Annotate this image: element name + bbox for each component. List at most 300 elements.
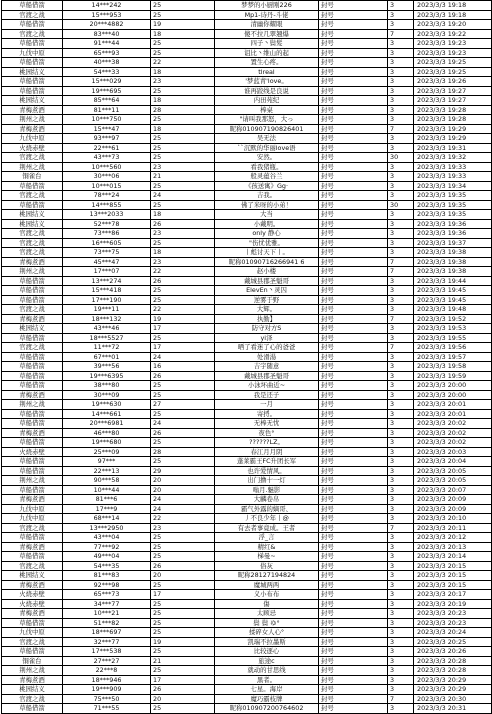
account-cell: 49***04 (63, 552, 151, 562)
account-cell: 77***92 (63, 542, 151, 552)
time-cell: 2023/3/3 19:29 (414, 124, 492, 134)
level-cell: 25 (151, 238, 215, 248)
account-cell: 18***5527 (63, 333, 151, 343)
count-cell: 3 (388, 704, 414, 714)
action-cell: 封号 (319, 257, 388, 267)
action-cell: 封号 (319, 362, 388, 372)
server-name-cell: 青梅煮酒 (2, 675, 63, 685)
level-cell: 26 (151, 371, 215, 381)
table-row (2, 1, 492, 11)
table-row (2, 685, 492, 695)
server-name-cell: 青梅煮酒 (2, 542, 63, 552)
count-cell: 3 (388, 561, 414, 571)
nickname-cell: 戴城县郡圣魁哥 (215, 371, 319, 381)
table-body (2, 1, 492, 714)
table-row (2, 124, 492, 134)
count-cell: 3 (388, 210, 414, 220)
nickname-cell: '梦蓝青'love。 (215, 77, 319, 87)
level-cell: 18 (151, 29, 215, 39)
count-cell: 3 (388, 428, 414, 438)
action-cell: 封号 (319, 305, 388, 315)
level-cell: 23 (151, 162, 215, 172)
action-cell: 封号 (319, 390, 388, 400)
account-cell: 20***6981 (63, 419, 151, 429)
nickname-cell: ??????LZ。 (215, 438, 319, 448)
action-cell: 封号 (319, 447, 388, 457)
server-name-cell: 官渡之战 (2, 637, 63, 647)
action-cell: 封号 (319, 343, 388, 353)
account-cell: 11***72 (63, 343, 151, 353)
action-cell: 封号 (319, 162, 388, 172)
account-cell: 71***55 (63, 704, 151, 714)
action-cell: 封号 (319, 58, 388, 68)
server-name-cell: 草船借箭 (2, 1, 63, 11)
count-cell: 3 (388, 533, 414, 543)
count-cell: 7 (388, 694, 414, 704)
server-name-cell: 九伐中原 (2, 134, 63, 144)
nickname-cell: 逆雾于野 (215, 295, 319, 305)
count-cell: 3 (388, 438, 414, 448)
count-cell: 3 (388, 162, 414, 172)
time-cell: 2023/3/3 20:02 (414, 438, 492, 448)
table-row (2, 200, 492, 210)
time-cell: 2023/3/3 19:18 (414, 1, 492, 11)
time-cell: 2023/3/3 20:24 (414, 628, 492, 638)
table-row (2, 704, 492, 714)
account-cell: 19***909 (63, 685, 151, 695)
account-cell: 92***98 (63, 580, 151, 590)
server-name-cell: 草船借箭 (2, 552, 63, 562)
action-cell: 封号 (319, 1, 388, 11)
nickname-cell: 梦梦的小厨刚226 (215, 1, 319, 11)
server-name-cell: 桃园结义 (2, 67, 63, 77)
count-cell: 3 (388, 305, 414, 315)
count-cell: 7 (388, 267, 414, 277)
count-cell: 3 (388, 447, 414, 457)
level-cell: 25 (151, 200, 215, 210)
time-cell: 2023/3/3 20:00 (414, 390, 492, 400)
time-cell: 2023/3/3 19:35 (414, 210, 492, 220)
count-cell: 3 (388, 609, 414, 619)
count-cell: 7 (388, 257, 414, 267)
server-name-cell: 九伐中原 (2, 628, 63, 638)
time-cell: 2023/3/3 19:57 (414, 352, 492, 362)
count-cell: 3 (388, 466, 414, 476)
count-cell: 3 (388, 333, 414, 343)
server-name-cell: 草船借箭 (2, 457, 63, 467)
account-cell: 91***44 (63, 39, 151, 49)
nickname-cell: 棒桌 (215, 105, 319, 115)
time-cell: 2023/3/3 19:53 (414, 324, 492, 334)
server-name-cell: 青梅煮酒 (2, 428, 63, 438)
time-cell: 2023/3/3 19:44 (414, 276, 492, 286)
server-name-cell: 荆州之战 (2, 476, 63, 486)
account-cell: 10***750 (63, 115, 151, 125)
server-name-cell: 草船借箭 (2, 485, 63, 495)
nickname-cell: 夜色° (215, 428, 319, 438)
action-cell: 封号 (319, 124, 388, 134)
time-cell: 2023/3/3 20:02 (414, 419, 492, 429)
server-name-cell: 火烧赤壁 (2, 447, 63, 457)
account-cell: 10***560 (63, 162, 151, 172)
level-cell: 23 (151, 523, 215, 533)
action-cell: 封号 (319, 523, 388, 533)
table-row (2, 485, 492, 495)
action-cell: 封号 (319, 685, 388, 695)
level-cell: 25 (151, 438, 215, 448)
time-cell: 2023/3/3 20:13 (414, 542, 492, 552)
account-cell: 65***73 (63, 590, 151, 600)
table-row (2, 514, 492, 524)
time-cell: 2023/3/3 19:34 (414, 181, 492, 191)
time-cell: 2023/3/3 19:31 (414, 143, 492, 153)
count-cell: 3 (388, 238, 414, 248)
action-cell: 封号 (319, 533, 388, 543)
nickname-cell: 黒者。 (215, 675, 319, 685)
table-row (2, 552, 492, 562)
time-cell: 2023/3/3 20:03 (414, 447, 492, 457)
count-cell: 3 (388, 191, 414, 201)
server-name-cell: 火烧赤壁 (2, 590, 63, 600)
level-cell: 25 (151, 134, 215, 144)
time-cell: 2023/3/3 19:36 (414, 229, 492, 239)
account-cell: 90***58 (63, 476, 151, 486)
nickname-cell: 出门撸十一灯 (215, 476, 319, 486)
account-cell: 43***46 (63, 324, 151, 334)
server-name-cell: 官渡之战 (2, 561, 63, 571)
table-row (2, 267, 492, 277)
action-cell: 封号 (319, 172, 388, 182)
time-cell: 2023/3/3 19:35 (414, 200, 492, 210)
count-cell: 3 (388, 571, 414, 581)
table-row (2, 39, 492, 49)
table-row (2, 609, 492, 619)
action-cell: 封号 (319, 476, 388, 486)
action-cell: 封号 (319, 314, 388, 324)
level-cell: 22 (151, 305, 215, 315)
time-cell: 2023/3/3 20:29 (414, 685, 492, 695)
count-cell: 7 (388, 124, 414, 134)
count-cell: 3 (388, 248, 414, 258)
level-cell: 29 (151, 466, 215, 476)
nickname-cell: 旅途c (215, 656, 319, 666)
action-cell: 封号 (319, 105, 388, 115)
nickname-cell: 防守对方S (215, 324, 319, 334)
time-cell: 2023/3/3 20:19 (414, 599, 492, 609)
time-cell: 2023/3/3 20:15 (414, 571, 492, 581)
account-cell: 68***14 (63, 514, 151, 524)
server-name-cell: 草船借箭 (2, 704, 63, 714)
table-row (2, 20, 492, 30)
table-row (2, 599, 492, 609)
count-cell: 3 (388, 580, 414, 590)
level-cell: 20 (151, 694, 215, 704)
action-cell: 封号 (319, 704, 388, 714)
account-cell: 19***6395 (63, 371, 151, 381)
level-cell: 20 (151, 571, 215, 581)
server-name-cell: 桃园结义 (2, 324, 63, 334)
action-cell: 封号 (319, 39, 388, 49)
account-cell: 75***50 (63, 694, 151, 704)
time-cell: 2023/3/3 20:15 (414, 561, 492, 571)
time-cell: 2023/3/3 20:25 (414, 637, 492, 647)
level-cell: 25 (151, 115, 215, 125)
count-cell: 3 (388, 647, 414, 657)
table-row (2, 628, 492, 638)
table-row (2, 333, 492, 343)
table-row (2, 219, 492, 229)
level-cell: 17 (151, 675, 215, 685)
nickname-cell: 昵称010907200764602 (215, 704, 319, 714)
table-row (2, 409, 492, 419)
account-cell: 22***61 (63, 143, 151, 153)
action-cell: 封号 (319, 295, 388, 305)
account-cell: 52***78 (63, 219, 151, 229)
level-cell: 25 (151, 295, 215, 305)
time-cell: 2023/3/3 19:45 (414, 286, 492, 296)
level-cell: 18 (151, 67, 215, 77)
time-cell: 2023/3/3 20:30 (414, 694, 492, 704)
action-cell: 封号 (319, 552, 388, 562)
table-row (2, 314, 492, 324)
account-cell: 19***695 (63, 86, 151, 96)
time-cell: 2023/3/3 20:28 (414, 656, 492, 666)
count-cell: 3 (388, 219, 414, 229)
table-row (2, 238, 492, 248)
count-cell: 3 (388, 181, 414, 191)
nickname-cell: 魔巧霸枝牌 (215, 694, 319, 704)
action-cell: 封号 (319, 694, 388, 704)
table-row (2, 457, 492, 467)
level-cell: 25 (151, 381, 215, 391)
server-name-cell: 青梅煮酒 (2, 580, 63, 590)
server-name-cell: 桃园结义 (2, 219, 63, 229)
count-cell: 7 (388, 29, 414, 39)
table-row (2, 343, 492, 353)
table-row (2, 495, 492, 505)
account-cell: 19***630 (63, 400, 151, 410)
level-cell: 26 (151, 276, 215, 286)
table-row (2, 153, 492, 163)
table-row (2, 276, 492, 286)
level-cell: 25 (151, 666, 215, 676)
account-cell: 15***953 (63, 10, 151, 20)
table-row (2, 390, 492, 400)
action-cell: 封号 (319, 143, 388, 153)
nickname-cell: 吉宇随意 (215, 362, 319, 372)
time-cell: 2023/3/3 19:59 (414, 371, 492, 381)
action-cell: 封号 (319, 371, 388, 381)
time-cell: 2023/3/3 19:52 (414, 314, 492, 324)
time-cell: 2023/3/3 20:09 (414, 495, 492, 505)
server-name-cell: 官渡之战 (2, 305, 63, 315)
action-cell: 封号 (319, 485, 388, 495)
count-cell: 3 (388, 675, 414, 685)
count-cell: 3 (388, 352, 414, 362)
time-cell: 2023/3/3 20:14 (414, 552, 492, 562)
count-cell: 3 (388, 96, 414, 106)
nickname-cell: 四子丶鬓髪 (215, 39, 319, 49)
table-row (2, 590, 492, 600)
time-cell: 2023/3/3 20:28 (414, 666, 492, 676)
action-cell: 封号 (319, 67, 388, 77)
level-cell: 25 (151, 599, 215, 609)
time-cell: 2023/3/3 19:27 (414, 86, 492, 96)
time-cell: 2023/3/3 20:23 (414, 618, 492, 628)
account-cell: 73***75 (63, 248, 151, 258)
account-cell: 18***946 (63, 675, 151, 685)
level-cell: 25 (151, 704, 215, 714)
level-cell: 25 (151, 390, 215, 400)
table-row (2, 666, 492, 676)
action-cell: 封号 (319, 96, 388, 106)
nickname-cell: 处滑湯 (215, 352, 319, 362)
table-row (2, 115, 492, 125)
server-name-cell: 官渡之战 (2, 694, 63, 704)
nickname-cell: 魔城两两 (215, 580, 319, 590)
action-cell: 封号 (319, 571, 388, 581)
nickname-cell: 昵称010907190826401 (215, 124, 319, 134)
nickname-cell: 也许爱情风。 (215, 466, 319, 476)
nickname-cell: 嗡月.魅影 (215, 485, 319, 495)
time-cell: 2023/3/3 19:55 (414, 333, 492, 343)
nickname-cell: 小泳坏曲近~ (215, 381, 319, 391)
table-row (2, 143, 492, 153)
server-name-cell: 官渡之战 (2, 229, 63, 239)
time-cell: 2023/3/3 19:28 (414, 105, 492, 115)
time-cell: 2023/3/3 19:33 (414, 162, 492, 172)
action-cell: 封号 (319, 495, 388, 505)
table-row (2, 523, 492, 533)
account-cell: 97*** (63, 457, 151, 467)
account-cell: 19***680 (63, 438, 151, 448)
action-cell: 封号 (319, 675, 388, 685)
count-cell: 3 (388, 542, 414, 552)
server-name-cell: 草船借箭 (2, 58, 63, 68)
count-cell: 30 (388, 200, 414, 210)
count-cell: 3 (388, 67, 414, 77)
table-row (2, 675, 492, 685)
time-cell: 2023/3/3 19:27 (414, 96, 492, 106)
nickname-cell: 丨彪讨天下丨。 (215, 248, 319, 258)
action-cell: 封号 (319, 618, 388, 628)
table-row (2, 352, 492, 362)
server-name-cell: 火烧赤壁 (2, 599, 63, 609)
server-name-cell: 官渡之战 (2, 343, 63, 353)
nickname-cell: 执勤】 (215, 314, 319, 324)
server-name-cell: 青梅煮酒 (2, 124, 63, 134)
account-cell: 18***697 (63, 628, 151, 638)
count-cell: 3 (388, 295, 414, 305)
nickname-cell: 揉碎女人心° (215, 628, 319, 638)
table-row (2, 694, 492, 704)
account-cell: 85***64 (63, 96, 151, 106)
account-cell: 54***35 (63, 561, 151, 571)
table-row (2, 419, 492, 429)
table-row (2, 248, 492, 258)
table-row (2, 476, 492, 486)
level-cell: 17 (151, 343, 215, 353)
server-name-cell: 青梅煮酒 (2, 495, 63, 505)
time-cell: 2023/3/3 20:26 (414, 647, 492, 657)
nickname-cell: 浮_言 (215, 533, 319, 543)
time-cell: 2023/3/3 20:11 (414, 523, 492, 533)
action-cell: 封号 (319, 29, 388, 39)
action-cell: 封号 (319, 352, 388, 362)
account-cell: 19***11 (63, 305, 151, 315)
count-cell: 7 (388, 314, 414, 324)
account-cell: 45***47 (63, 257, 151, 267)
nickname-cell: ElevEn丶灵囚 (215, 286, 319, 296)
count-cell: 3 (388, 381, 414, 391)
table-row (2, 305, 492, 315)
time-cell: 2023/3/3 19:29 (414, 134, 492, 144)
action-cell: 封号 (319, 466, 388, 476)
count-cell: 3 (388, 39, 414, 49)
time-cell: 2023/3/3 19:18 (414, 10, 492, 20)
account-cell: 81***6 (63, 495, 151, 505)
time-cell: 2023/3/3 19:58 (414, 362, 492, 372)
server-name-cell: 铜雀台 (2, 172, 63, 182)
level-cell: 18 (151, 248, 215, 258)
count-cell: 3 (388, 105, 414, 115)
action-cell: 封号 (319, 20, 388, 30)
count-cell: 3 (388, 143, 414, 153)
count-cell: 3 (388, 504, 414, 514)
account-cell: 20***4882 (63, 20, 151, 30)
count-cell: 3 (388, 419, 414, 429)
account-cell: 30***06 (63, 172, 151, 182)
nickname-cell: 一月 (215, 400, 319, 410)
nickname-cell: only 静心 (215, 229, 319, 239)
level-cell: 20 (151, 485, 215, 495)
account-cell: 13***274 (63, 276, 151, 286)
account-cell: 73***86 (63, 229, 151, 239)
level-cell: 16 (151, 362, 215, 372)
table-row (2, 67, 492, 77)
level-cell: 26 (151, 428, 215, 438)
table-row (2, 105, 492, 115)
account-cell: 30***09 (63, 390, 151, 400)
table-row (2, 29, 492, 39)
account-cell: 17***190 (63, 295, 151, 305)
action-cell: 封号 (319, 381, 388, 391)
nickname-cell: 诅比丶维山的起 (215, 48, 319, 58)
count-cell: 3 (388, 58, 414, 68)
action-cell: 封号 (319, 542, 388, 552)
nickname-cell: 晒了看迷了心的爸爸 (215, 343, 319, 353)
time-cell: 2023/3/3 19:38 (414, 257, 492, 267)
table-row (2, 381, 492, 391)
server-name-cell: 九伐中原 (2, 48, 63, 58)
count-cell: 3 (388, 86, 414, 96)
level-cell: 26 (151, 219, 215, 229)
account-cell: 83***40 (63, 29, 151, 39)
server-name-cell: 官渡之战 (2, 191, 63, 201)
level-cell: 18 (151, 96, 215, 106)
account-cell: 17***538 (63, 647, 151, 657)
time-cell: 2023/3/3 19:28 (414, 115, 492, 125)
account-cell: 43***04 (63, 533, 151, 543)
table-row (2, 504, 492, 514)
server-name-cell: 桃园结义 (2, 571, 63, 581)
nickname-cell: 《孩送寓》Gg· (215, 181, 319, 191)
server-name-cell: 草船借箭 (2, 333, 63, 343)
server-name-cell: 草船借箭 (2, 200, 63, 210)
level-cell: 25 (151, 580, 215, 590)
level-cell: 22 (151, 267, 215, 277)
server-name-cell: 草船借箭 (2, 39, 63, 49)
